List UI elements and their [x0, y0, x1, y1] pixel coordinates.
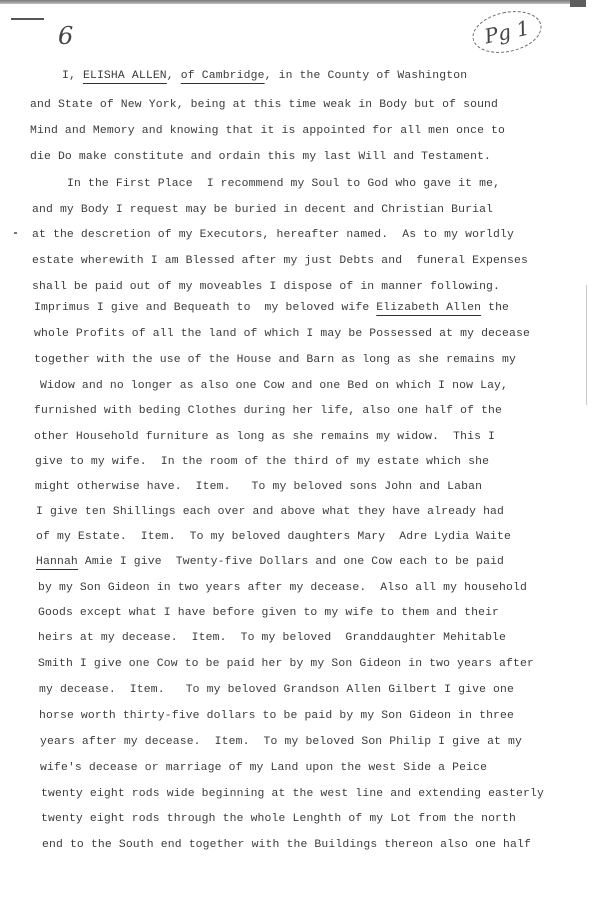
document-line	[40, 736, 522, 748]
margin-dash-mark	[11, 18, 44, 20]
document-line	[62, 70, 467, 82]
underlined-name: of Cambridge	[180, 70, 265, 82]
document-line	[36, 531, 511, 543]
line-text: Imprimus I give and Bequeath to my beloved wife	[34, 302, 377, 314]
scan-corner-mark	[570, 0, 586, 7]
line-text: might otherwise have. Item. To my beloved sons John and Laban	[35, 481, 483, 493]
document-line	[34, 405, 502, 417]
document-line	[40, 380, 508, 392]
line-text: the	[481, 302, 510, 314]
document-line	[34, 302, 509, 314]
document-line	[32, 204, 493, 216]
document-line	[35, 481, 482, 493]
line-text: horse worth thirty-five dollars to be paid by my Son Gideon in three	[39, 710, 515, 722]
document-line	[34, 431, 495, 443]
line-text: my decease. Item. To my beloved Grandson Allen Gilbert I give one	[39, 684, 515, 696]
document-line	[32, 255, 528, 267]
line-text: twenty eight rods through the whole Lenghth of my Lot from the north	[41, 813, 517, 825]
line-text: whole Profits of all the land of which I may be Possessed at my decease	[34, 328, 530, 340]
line-text: heirs at my decease. Item. To my beloved Granddaughter Mehitable	[38, 632, 507, 644]
document-line	[40, 762, 487, 774]
document-line	[42, 839, 531, 851]
line-text: , in the County of Washington	[264, 70, 468, 82]
line-text: I give ten Shillings each over and above what they have already had	[36, 506, 505, 518]
underlined-name: ELISHA ALLEN	[82, 70, 167, 82]
document-line	[41, 788, 544, 800]
line-text: and State of New York, being at this time weak in Body but of sound	[30, 99, 499, 111]
line-text: Goods except what I have before given to my wife to them and their	[38, 607, 500, 619]
line-text: Widow and no longer as also one Cow and one Bed on which I now Lay,	[40, 380, 509, 392]
line-text: I,	[62, 70, 83, 82]
document-line	[32, 229, 514, 241]
handwritten-page-number: 6	[58, 22, 74, 50]
line-text: Mind and Memory and knowing that it is appointed for all men once to	[30, 125, 506, 137]
document-line	[38, 658, 534, 670]
line-text: at the descretion of my Executors, hereafter named. As to my worldly	[32, 229, 514, 241]
line-text: In the First Place I recommend my Soul to God who gave it me,	[67, 178, 501, 190]
document-line	[38, 607, 499, 619]
document-line	[30, 125, 505, 137]
document-line	[32, 281, 500, 293]
line-text: Smith I give one Cow to be paid her by my Son Gideon in two years after	[38, 658, 534, 670]
page-stamp-text: Pg 1	[482, 15, 532, 49]
document-line	[30, 151, 491, 163]
document-line	[36, 506, 504, 518]
line-text: end to the South end together with the Buildings thereon also one half	[42, 839, 531, 851]
underlined-name: Elizabeth Allen	[376, 302, 482, 314]
document-line	[30, 99, 498, 111]
line-text: of my Estate. Item. To my beloved daughters Mary Adre Lydia Waite	[36, 531, 512, 543]
document-line	[38, 632, 506, 644]
line-text: by my Son Gideon in two years after my decease. Also all my household	[38, 582, 527, 594]
line-text: give to my wife. In the room of the third of my estate which she	[35, 456, 490, 468]
document-line	[67, 178, 500, 190]
document-line	[38, 582, 527, 594]
document-line	[39, 684, 514, 696]
line-text: Amie I give Twenty-five Dollars and one Cow each to be paid	[77, 556, 505, 568]
document-line	[35, 456, 489, 468]
line-text: years after my decease. Item. To my beloved Son Philip I give at my	[40, 736, 522, 748]
document-line	[34, 354, 516, 366]
scan-artifact-line	[586, 285, 587, 405]
line-text: ,	[166, 70, 181, 82]
line-text: twenty eight rods wide beginning at the west line and extending easterly	[41, 788, 544, 800]
document-line	[41, 813, 516, 825]
line-text: and my Body I request may be buried in decent and Christian Burial	[32, 204, 494, 216]
line-text: furnished with beding Clothes during her life, also one half of the	[34, 405, 503, 417]
line-text: estate wherewith I am Blessed after my just Debts and funeral Expenses	[32, 255, 528, 267]
document-line	[36, 556, 504, 568]
scan-top-edge	[0, 0, 580, 4]
line-text: other Household furniture as long as she remains my widow. This I	[34, 431, 496, 443]
margin-dot-mark	[14, 232, 17, 234]
line-text: die Do make constitute and ordain this my last Will and Testament.	[30, 151, 492, 163]
line-text: wife's decease or marriage of my Land upon the west Side a Peice	[40, 762, 488, 774]
underlined-name: Hannah	[36, 556, 78, 568]
line-text: together with the use of the House and Barn as long as she remains my	[34, 354, 516, 366]
line-text: shall be paid out of my moveables I dispose of in manner following.	[32, 281, 501, 293]
document-line	[39, 710, 514, 722]
document-line	[34, 328, 530, 340]
handwritten-page-stamp	[469, 5, 546, 59]
